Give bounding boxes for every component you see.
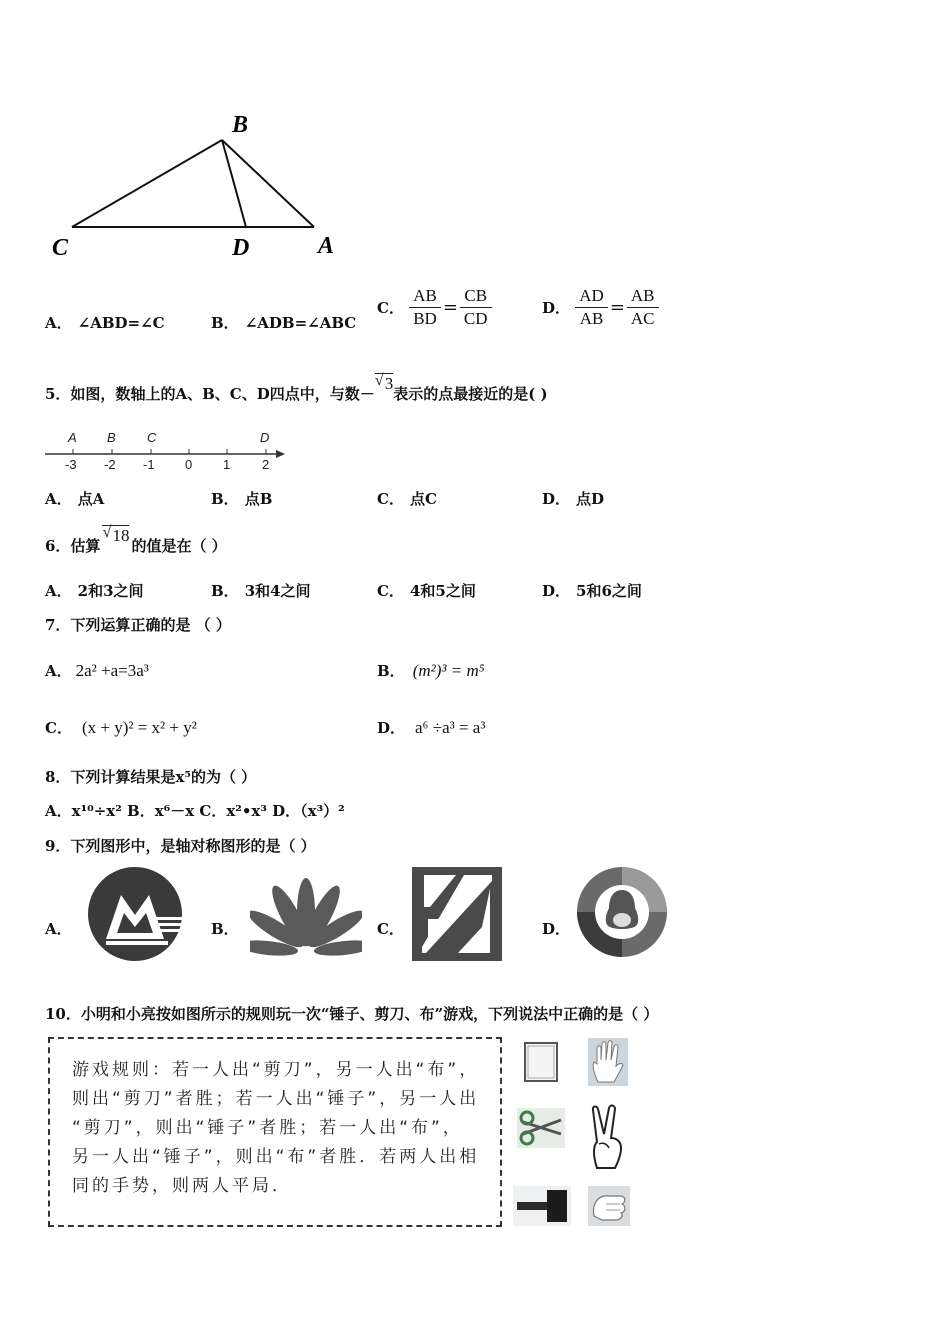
label-d: D [232, 235, 250, 261]
q5-option-d[interactable]: D． 点D [542, 490, 605, 508]
segment-ba [222, 140, 314, 227]
q7-question: 7．下列运算正确的是 （ ） [45, 616, 231, 634]
tick-label: -2 [104, 457, 116, 472]
fraction-ab-bd: $\frac{AB}{BD}$ [409, 285, 441, 330]
tick-label: -1 [143, 457, 155, 472]
scissors-icon [517, 1108, 565, 1148]
q6-option-b[interactable]: B． 3和4之间 [211, 582, 311, 600]
fraction-ab-ac: $\frac{AB}{AC}$ [627, 285, 659, 330]
tick-label: -3 [65, 457, 77, 472]
point-a-label: A [68, 430, 77, 445]
q9-option-d[interactable]: D． [542, 920, 571, 938]
fan-petals-logo-icon[interactable] [250, 878, 362, 964]
fraction-cb-cd: $\frac{CB}{CD}$ [460, 285, 492, 330]
q8-options[interactable]: A．x¹⁰÷x² B．x⁶－x C．x²•x³ D．（x³）² [45, 802, 345, 820]
q5-question: 5．如图，数轴上的A、B、C、D四点中，与数－ √ 3表示的点最接近的是( ) [45, 372, 548, 403]
bank-logo-icon[interactable] [86, 865, 184, 963]
q7-option-d[interactable]: D． a⁶ ÷a³ = a³ [377, 718, 486, 737]
q8-question: 8．下列计算结果是x⁵的为（ ） [45, 768, 257, 786]
q6-option-d[interactable]: D． 5和6之间 [542, 582, 642, 600]
label-a: A [318, 233, 335, 259]
open-hand-icon [588, 1038, 628, 1086]
point-b-label: B [107, 430, 116, 445]
rules-line: 游戏规则：若一人出“剪刀”，另一人出“布”， [72, 1060, 480, 1080]
fist-icon [588, 1186, 630, 1226]
q9-option-c[interactable]: C． [377, 920, 404, 938]
rules-line: “剪刀”，则出“锤子”者胜；若一人出“布”， [72, 1118, 463, 1138]
q6-option-c[interactable]: C． 4和5之间 [377, 582, 476, 600]
game-rules-box [48, 1037, 502, 1227]
q9-question: 9．下列图形中，是轴对称图形的是（ ） [45, 837, 316, 855]
axis-arrow-icon [276, 450, 285, 458]
q7-option-b[interactable]: B． (m²)³ = m⁵ [377, 661, 485, 680]
penguin-circle-logo-icon[interactable] [576, 866, 668, 958]
tick-label: 2 [262, 457, 270, 472]
number-line [40, 425, 300, 475]
sqrt-18: √ 18 [102, 524, 130, 545]
q9-option-a[interactable]: A． [45, 920, 72, 938]
q5-option-b[interactable]: B． 点B [211, 490, 273, 508]
victory-hand-icon [589, 1104, 627, 1170]
tick-label: 0 [185, 457, 193, 472]
tick-label: 1 [223, 457, 231, 472]
segment-bd [222, 140, 246, 227]
paper-cloth-icon [521, 1040, 561, 1086]
label-b: B [232, 112, 249, 138]
q9-option-b[interactable]: B． [211, 920, 239, 938]
q6-question: 6．估算 √ 18的值是在（ ） [45, 524, 227, 555]
hammer-icon [513, 1186, 571, 1226]
q7-option-c[interactable]: C． (x + y)² = x² + y² [45, 718, 197, 737]
q4-option-b[interactable]: B． ∠ADB=∠ABC [211, 314, 357, 332]
point-c-label: C [147, 430, 157, 445]
point-d-label: D [260, 430, 270, 445]
q7-option-a[interactable]: A． 2a² +a=3a³ [45, 661, 149, 680]
triangle-figure [40, 105, 360, 265]
q4-option-a[interactable]: A． ∠ABD=∠C [45, 314, 165, 332]
q6-option-a[interactable]: A． 2和3之间 [45, 582, 144, 600]
square-z-logo-icon[interactable] [412, 867, 502, 961]
label-c: C [52, 235, 69, 261]
rules-line: 另一人出“锤子”，则出“布”者胜．若两人出相 [72, 1147, 480, 1167]
rules-line: 同的手势，则两人平局． [72, 1176, 292, 1196]
sqrt-3: √ 3 [374, 372, 394, 393]
segment-bc [72, 140, 222, 227]
q5-option-a[interactable]: A． 点A [45, 490, 105, 508]
q10-question: 10．小明和小亮按如图所示的规则玩一次“锤子、剪刀、布”游戏，下列说法中正确的是（ ） [45, 1005, 659, 1023]
q4-option-d[interactable]: D． $\frac{AD}{AB}$ = $\frac{AB}{AC}$ [542, 285, 659, 330]
q4-option-c[interactable]: C． $\frac{AB}{BD}$ = $\frac{CB}{CD}$ [377, 285, 492, 330]
q5-option-c[interactable]: C． 点C [377, 490, 437, 508]
fraction-ad-ab: $\frac{AD}{AB}$ [575, 285, 608, 330]
rules-line: 则出“剪刀”者胜；若一人出“锤子”，另一人出 [72, 1089, 480, 1109]
